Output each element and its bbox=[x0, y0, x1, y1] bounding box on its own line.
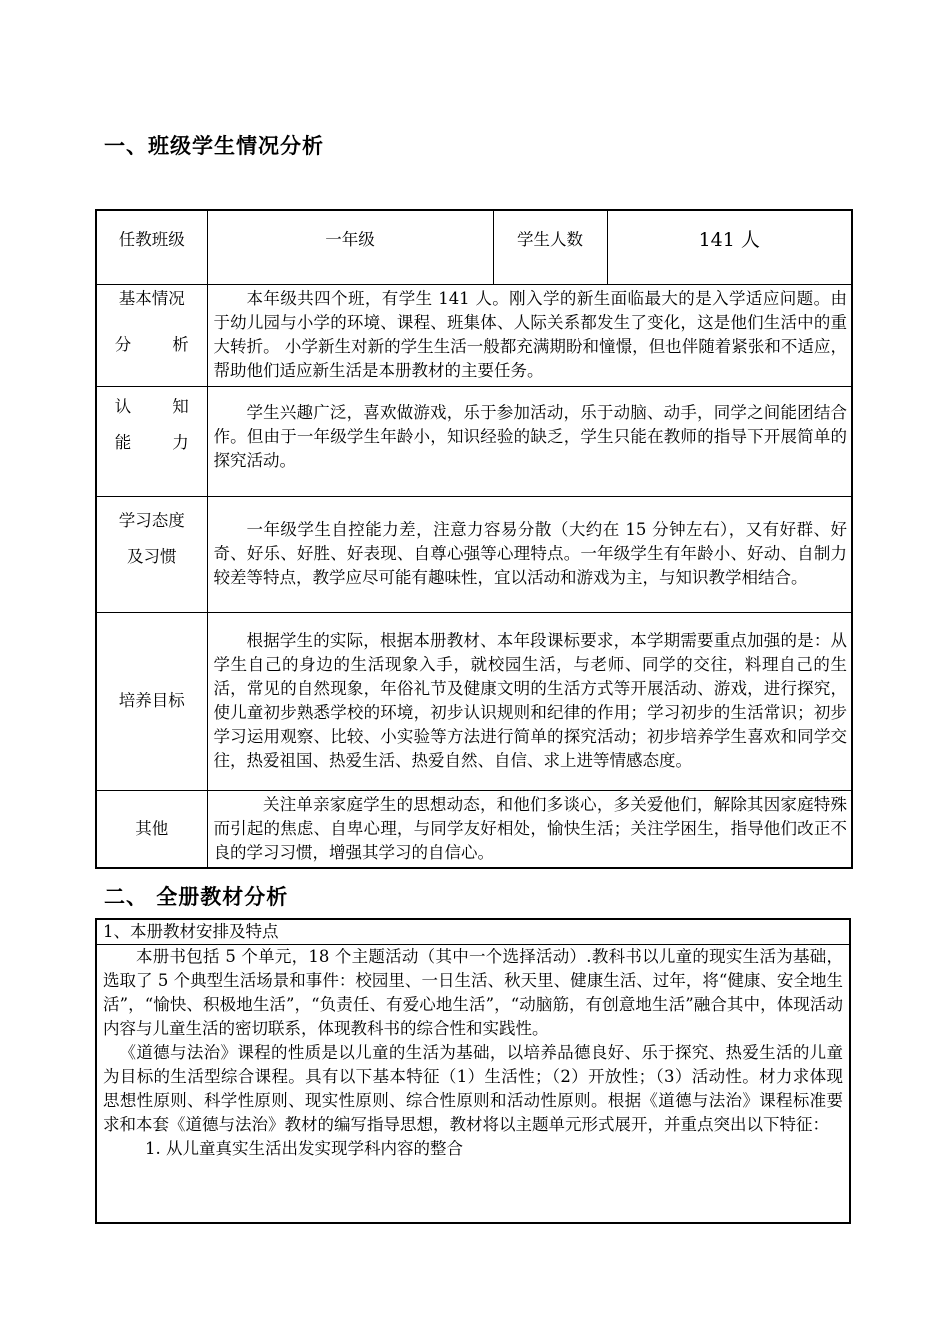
box-title: 1、本册教材安排及特点 bbox=[97, 920, 849, 945]
row-text: 关注单亲家庭学生的思想动态，和他们多谈心，多关爱他们，解除其因家庭特殊而引起的焦虑、自卑心理，与同学友好相处，愉快生活；关注学困生，指导他们改正不良的学习习惯，增强其学习的自信心。 bbox=[213, 794, 847, 862]
label-line: 基本情况 bbox=[118, 288, 185, 308]
table-header-row bbox=[96, 210, 852, 284]
row-label-goals bbox=[96, 612, 207, 790]
label-char: 能 bbox=[114, 432, 132, 452]
label-char: 认 bbox=[114, 396, 132, 416]
row-text-habits bbox=[207, 496, 852, 612]
label-char: 析 bbox=[172, 334, 189, 354]
row-text-goals bbox=[207, 612, 852, 790]
row-text: 一年级学生自控能力差，注意力容易分散（大约在 15 分钟左右），又有好群、好奇、好乐、好胜、好表现、自尊心强等心理特点。一年级学生有年龄小、好动、自制力较差等特点，教学应尽可能有趣味性，宜以活动和游戏为主，与知识教学相结合。 bbox=[213, 520, 847, 587]
table-row bbox=[96, 612, 852, 790]
label-line: 其他 bbox=[135, 818, 169, 838]
box-body bbox=[97, 945, 849, 1161]
row-text: 学生兴趣广泛，喜欢做游戏，乐于参加活动，乐于动脑、动手，同学之间能团结合作。但由于一年级学生年龄小，知识经验的缺乏，学生只能在教师的指导下开展简单的探究活动。 bbox=[213, 402, 847, 470]
student-count-label: 学生人数 bbox=[493, 210, 607, 284]
row-text: 根据学生的实际，根据本册教材、本年段课标要求，本学期需要重点加强的是：从学生自己的身边的生活现象入手，就校园生活，与老师、同学的交往，料理自己的生活，常见的自然现象，年俗礼节及健康文明的生活方式等开展活动、游戏，进行探究，使儿童初步熟悉学校的环境，初步认识规则和纪律的作用；学习初步的生活常识；初步学习运用观察、比较、小实验等方法进行简单的探究活动；初步培养学生喜欢和同学交往，热爱祖国、热爱生活、热爱自然、自信、求上进等情感态度。 bbox=[213, 631, 847, 770]
label-line: 培养目标 bbox=[118, 691, 185, 710]
row-label-habits bbox=[96, 496, 207, 612]
textbook-analysis-box bbox=[95, 918, 851, 1224]
row-label-basic bbox=[96, 284, 207, 386]
label-line bbox=[115, 333, 189, 357]
class-value: 一年级 bbox=[207, 210, 493, 284]
row-text-other bbox=[207, 790, 852, 868]
paragraph: 本册书包括 5 个单元，18 个主题活动（其中一个选择活动）.教科书以儿童的现实生活为基础，选取了 5 个典型生活场景和事件：校园里、一日生活、秋天里、健康生活、过年，将“健康、安全地生活”，“愉快、积极地生活”，“负责任、有爱心地生活”，“动脑筋，有创意地生活”融合其中，体现活动内容与儿童生活的密切联系，体现教科书的综合性和实践性。 bbox=[103, 947, 843, 1038]
label-line: 及习惯 bbox=[127, 546, 177, 566]
section2-title: 二、 全册教材分析 bbox=[104, 885, 289, 909]
label-line bbox=[115, 395, 189, 419]
label-char: 力 bbox=[172, 432, 189, 452]
paragraph: 《道德与法治》课程的性质是以儿童的生活为基础，以培养品德良好、乐于探究、热爱生活的儿童为目标的生活型综合课程。具有以下基本特征（1）生活性；（2）开放性；（3）活动性。材力求体现思想性原则、科学性原则、现实性原则、综合性原则和活动性原则。根据《道德与法治》课程标准要求和本套《道德与法治》教材的编写指导思想，教材将以主题单元形式展开，并重点突出以下特征： bbox=[103, 1043, 843, 1134]
table-row bbox=[96, 284, 852, 386]
label-char: 分 bbox=[114, 334, 132, 354]
row-text-cognition bbox=[207, 386, 852, 496]
table-row bbox=[96, 790, 852, 868]
label-line: 学习态度 bbox=[118, 510, 185, 530]
section1-title: 一、班级学生情况分析 bbox=[104, 134, 324, 158]
row-label-cognition bbox=[96, 386, 207, 496]
student-count-value: 141 人 bbox=[607, 210, 852, 284]
row-label-other bbox=[96, 790, 207, 868]
student-analysis-table bbox=[95, 209, 853, 869]
class-label: 任教班级 bbox=[96, 210, 207, 284]
table-row bbox=[96, 496, 852, 612]
label-char: 知 bbox=[172, 396, 189, 416]
row-text: 本年级共四个班，有学生 141 人。刚入学的新生面临最大的是入学适应问题。由于幼儿园与小学的环境、课程、班集体、人际关系都发生了变化，这是他们生活中的重大转折。 小学新生对新的学生生活一般都充满期盼和憧憬，但也伴随着紧张和不适应，帮助他们适应新生活是本册教材的主要任务。 bbox=[213, 289, 847, 380]
table-row bbox=[96, 386, 852, 496]
row-text-basic bbox=[207, 284, 852, 386]
list-item: 1. 从儿童真实生活出发实现学科内容的整合 bbox=[145, 1139, 463, 1158]
label-line bbox=[115, 431, 189, 455]
